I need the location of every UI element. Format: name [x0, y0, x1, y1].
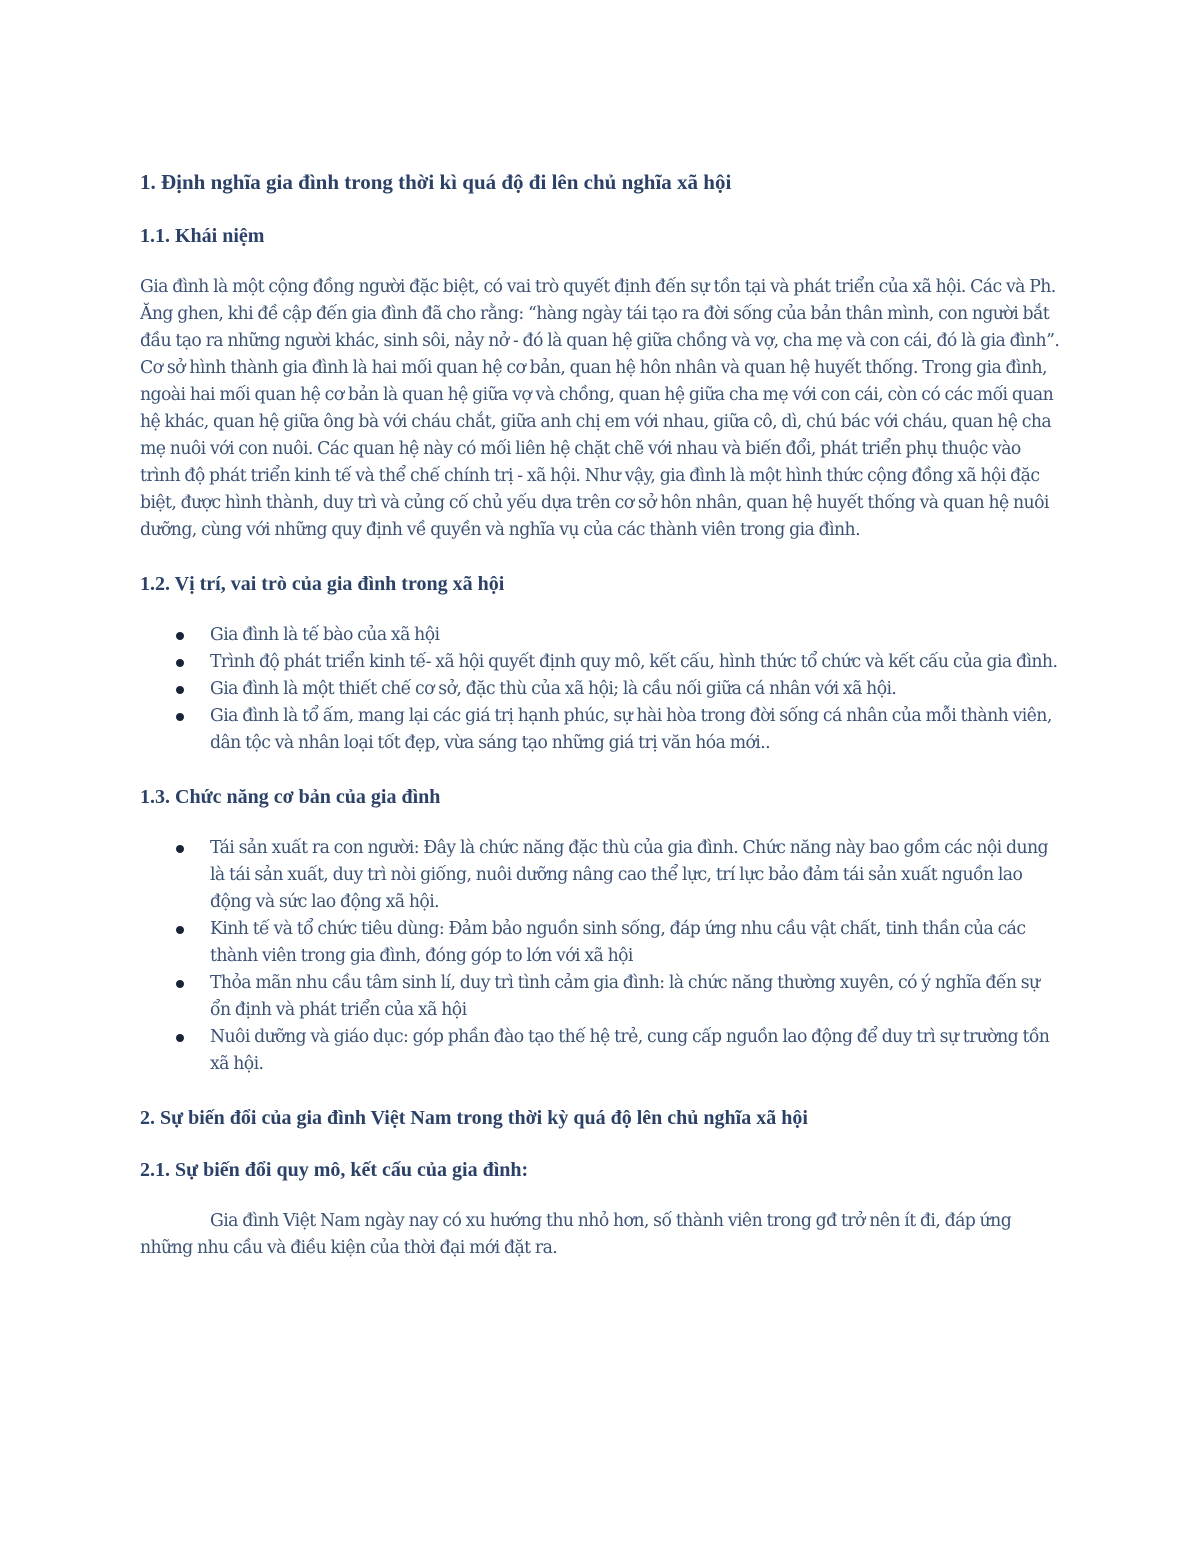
list-item [140, 1024, 1060, 1078]
section-1-2-list [140, 622, 1060, 757]
list-item-text: Gia đình là tế bào của xã hội [210, 625, 440, 645]
list-item [140, 703, 1060, 757]
bullet-icon [176, 632, 184, 640]
section-2-1-heading: 2.1. Sự biến đổi quy mô, kết cấu của gia đình: [140, 1159, 529, 1181]
bullet-icon [176, 926, 184, 934]
bullet-icon [176, 845, 184, 853]
list-item-text: Nuôi dưỡng và giáo dục: góp phần đào tạo thế hệ trẻ, cung cấp nguồn lao động để duy trì sự trường tồn xã hội. [210, 1027, 1050, 1074]
section-2-heading: 2. Sự biến đổi của gia đình Việt Nam trong thời kỳ quá độ lên chủ nghĩa xã hội [140, 1107, 808, 1129]
list-item-text: Gia đình là tổ ấm, mang lại các giá trị hạnh phúc, sự hài hòa trong đời sống cá nhân của mỗi thành viên, dân tộc và nhân loại tốt đẹp, vừa sáng tạo những giá trị văn hóa mới.. [210, 706, 1052, 753]
bullet-icon [176, 686, 184, 694]
bullet-icon [176, 713, 184, 721]
section-1-3-heading: 1.3. Chức năng cơ bản của gia đình [140, 786, 441, 808]
section-1-1-heading: 1.1. Khái niệm [140, 225, 265, 247]
list-item-text: Thỏa mãn nhu cầu tâm sinh lí, duy trì tình cảm gia đình: là chức năng thường xuyên, có ý nghĩa đến sự ổn định và phát triển của xã hội [210, 973, 1040, 1020]
section-1-2-heading: 1.2. Vị trí, vai trò của gia đình trong xã hội [140, 573, 505, 595]
list-item-text: Trình độ phát triển kinh tế- xã hội quyết định quy mô, kết cấu, hình thức tổ chức và kết cấu của gia đình. [210, 652, 1058, 672]
list-item [140, 676, 1060, 703]
list-item [140, 970, 1060, 1024]
list-item [140, 916, 1060, 970]
list-item [140, 622, 1060, 649]
section-1-heading: 1. Định nghĩa gia đình trong thời kì quá độ đi lên chủ nghĩa xã hội [140, 170, 732, 194]
section-1-1-paragraph: Gia đình là một cộng đồng người đặc biệt, có vai trò quyết định đến sự tồn tại và phát triển của xã hội. Các và Ph. Ăng ghen, khi đề cập đến gia đình đã cho rằng: “hàng ngày tái tạo ra đời sống của bản thân mình, con người bắt đầu tạo ra những người khác, sinh sôi, nảy nở - đó là quan hệ giữa chồng và vợ, cha mẹ và con cái, đó là gia đình”. Cơ sở hình thành gia đình là hai mối quan hệ cơ bản, quan hệ hôn nhân và quan hệ huyết thống. Trong gia đình, ngoài hai mối quan hệ cơ bản là quan hệ giữa vợ và chồng, quan hệ giữa cha mẹ với con cái, còn có các mối quan hệ khác, quan hệ giữa ông bà với cháu chắt, giữa anh chị em với nhau, giữa cô, dì, chú bác với cháu, quan hệ cha mẹ nuôi với con nuôi. Các quan hệ này có mối liên hệ chặt chẽ với nhau và biến đổi, phát triển phụ thuộc vào trình độ phát triển kinh tế và thể chế chính trị - xã hội. Như vậy, gia đình là một hình thức cộng đồng xã hội đặc biệt, được hình thành, duy trì và củng cố chủ yếu dựa trên cơ sở hôn nhân, quan hệ huyết thống và quan hệ nuôi dưỡng, cùng với những quy định về quyền và nghĩa vụ của các thành viên trong gia đình. [140, 277, 1060, 540]
section-1-3-list [140, 835, 1060, 1078]
list-item [140, 835, 1060, 916]
bullet-icon [176, 1034, 184, 1042]
list-item-text: Tái sản xuất ra con người: Đây là chức năng đặc thù của gia đình. Chức năng này bao gồm các nội dung là tái sản xuất, duy trì nòi giống, nuôi dưỡng nâng cao thể lực, trí lực bảo đảm tái sản xuất nguồn lao động và sức lao động xã hội. [210, 838, 1048, 912]
list-item-text: Kinh tế và tổ chức tiêu dùng: Đảm bảo nguồn sinh sống, đáp ứng nhu cầu vật chất, tinh thần của các thành viên trong gia đình, đóng góp to lớn với xã hội [210, 919, 1026, 966]
list-item [140, 649, 1060, 676]
document-page [140, 168, 1060, 1288]
list-item-text: Gia đình là một thiết chế cơ sở, đặc thù của xã hội; là cầu nối giữa cá nhân với xã hội. [210, 679, 897, 699]
bullet-icon [176, 980, 184, 988]
section-2-1-paragraph: Gia đình Việt Nam ngày nay có xu hướng thu nhỏ hơn, số thành viên trong gđ trở nên ít đi, đáp ứng những nhu cầu và điều kiện của thời đại mới đặt ra. [140, 1211, 1012, 1258]
bullet-icon [176, 659, 184, 667]
